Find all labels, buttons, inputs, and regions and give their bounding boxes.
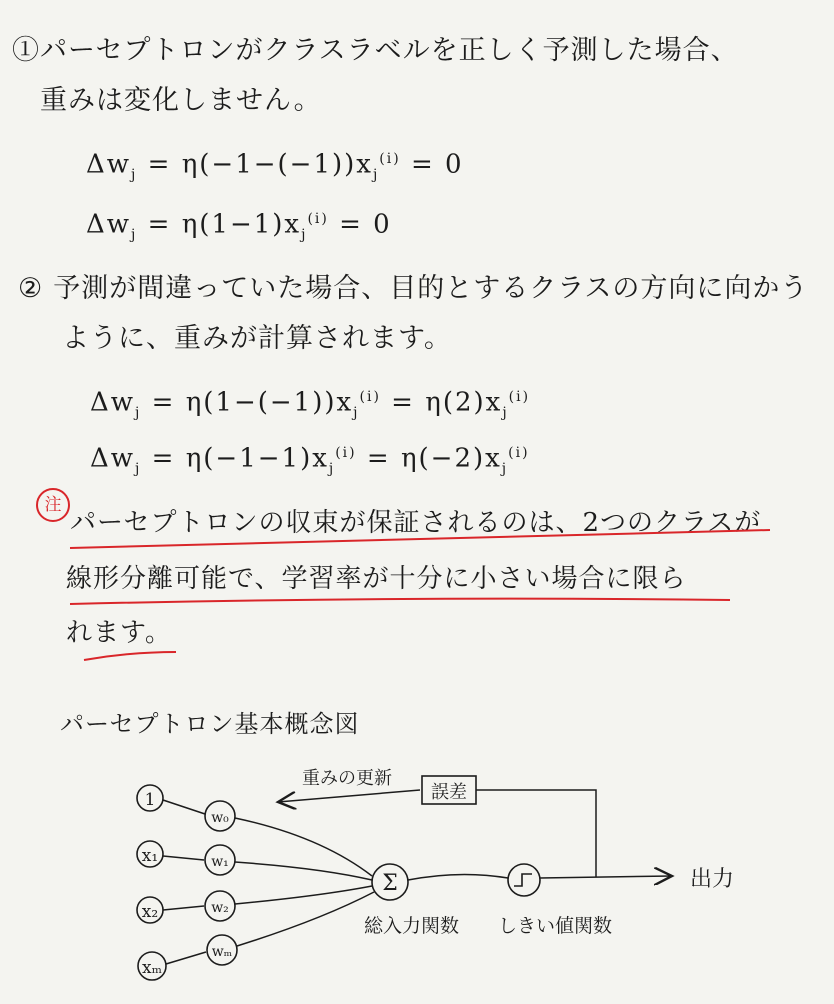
note-line2: 線形分離可能で、学習率が十分に小さい場合に限ら (66, 564, 687, 594)
section1-line2: 重みは変化しません。 (40, 85, 322, 116)
weight-label-wm: wₘ (211, 944, 233, 960)
output-arrow (540, 876, 672, 878)
input-label-1: 1 (144, 790, 156, 810)
output-label: 出力 (690, 867, 735, 892)
eq-sup2: (i) (508, 445, 530, 461)
eq-lhs: Δw (90, 387, 136, 418)
section1-eq1: $\Delta w_j = \eta(-1-(-1))x_j^{(i)} = 0$ (86, 149, 464, 183)
section2-eq1: $\Delta w_j = \eta(1-(-1))x_j^{(i)} = \eta(2)x_j^{(i)}$ (90, 387, 531, 421)
eq-rhs: = η(−1−1)x (141, 443, 329, 474)
eq-result: = 0 (328, 209, 392, 240)
eq-sub: j (131, 226, 138, 243)
eq-sub: j (135, 460, 142, 477)
weight-label-w1: w₁ (211, 854, 229, 870)
eq-result: = η(2)x (380, 387, 503, 418)
weight-label-w2: w₂ (211, 900, 229, 916)
eq-sup2: (i) (508, 389, 531, 405)
input-label-x2: x₂ (141, 902, 159, 922)
eq-sub: j (135, 404, 142, 421)
eq-result: = 0 (400, 149, 464, 180)
update-label: 重みの更新 (302, 768, 392, 789)
update-arrow (278, 790, 420, 802)
error-label: 誤差 (431, 782, 467, 803)
eq-sup: (i) (359, 389, 381, 405)
eq-lhs: Δw (86, 209, 132, 240)
eq-sub: j (131, 166, 138, 183)
input-label-x1: x₁ (141, 846, 159, 866)
section1-eq2: $\Delta w_j = \eta(1-1)x_j^{(i)} = 0$ (86, 209, 392, 243)
eq-result: = η(−2)x (356, 443, 502, 474)
section2-eq2: $\Delta w_j = \eta(-1-1)x_j^{(i)} = \eta(-2)x_j^{(i)}$ (90, 443, 530, 477)
note-line1: パーセプトロンの収束が保証されるのは、2つのクラスが (70, 508, 762, 538)
sum-symbol: Σ (382, 871, 398, 896)
section1-text1: パーセプトロンがクラスラベルを正しく予測した場合、 (40, 35, 739, 66)
section2-marker: ② (18, 273, 44, 304)
weight-label-w0: w₀ (211, 810, 229, 826)
input-label-xm: xₘ (141, 958, 163, 978)
step-function-icon (514, 874, 532, 886)
eq-sup: (i) (335, 445, 357, 461)
sum-label: 総入力関数 (364, 915, 460, 937)
threshold-node (508, 864, 540, 896)
eq-rhs: = η(1−(−1))x (141, 387, 354, 418)
feedback-line (476, 790, 596, 877)
eq-sup: (i) (307, 211, 329, 227)
eq-rhs: = η(−1−(−1))x (137, 149, 373, 180)
section2-line2: ように、重みが計算されます。 (62, 323, 452, 354)
note-marker: 注 (36, 488, 70, 522)
eq-lhs: Δw (86, 149, 132, 180)
eq-lhs: Δw (90, 443, 136, 474)
note-line3: れます。 (66, 618, 172, 648)
diagram-title: パーセプトロン基本概念図 (60, 710, 360, 738)
section1-marker: ① (12, 35, 40, 66)
eq-rhs: = η(1−1)x (137, 209, 302, 240)
threshold-label: しきい値関数 (498, 915, 613, 937)
eq-sup: (i) (379, 151, 401, 167)
section2-text1: 予測が間違っていた場合、目的とするクラスの方向に向かう (53, 273, 809, 304)
